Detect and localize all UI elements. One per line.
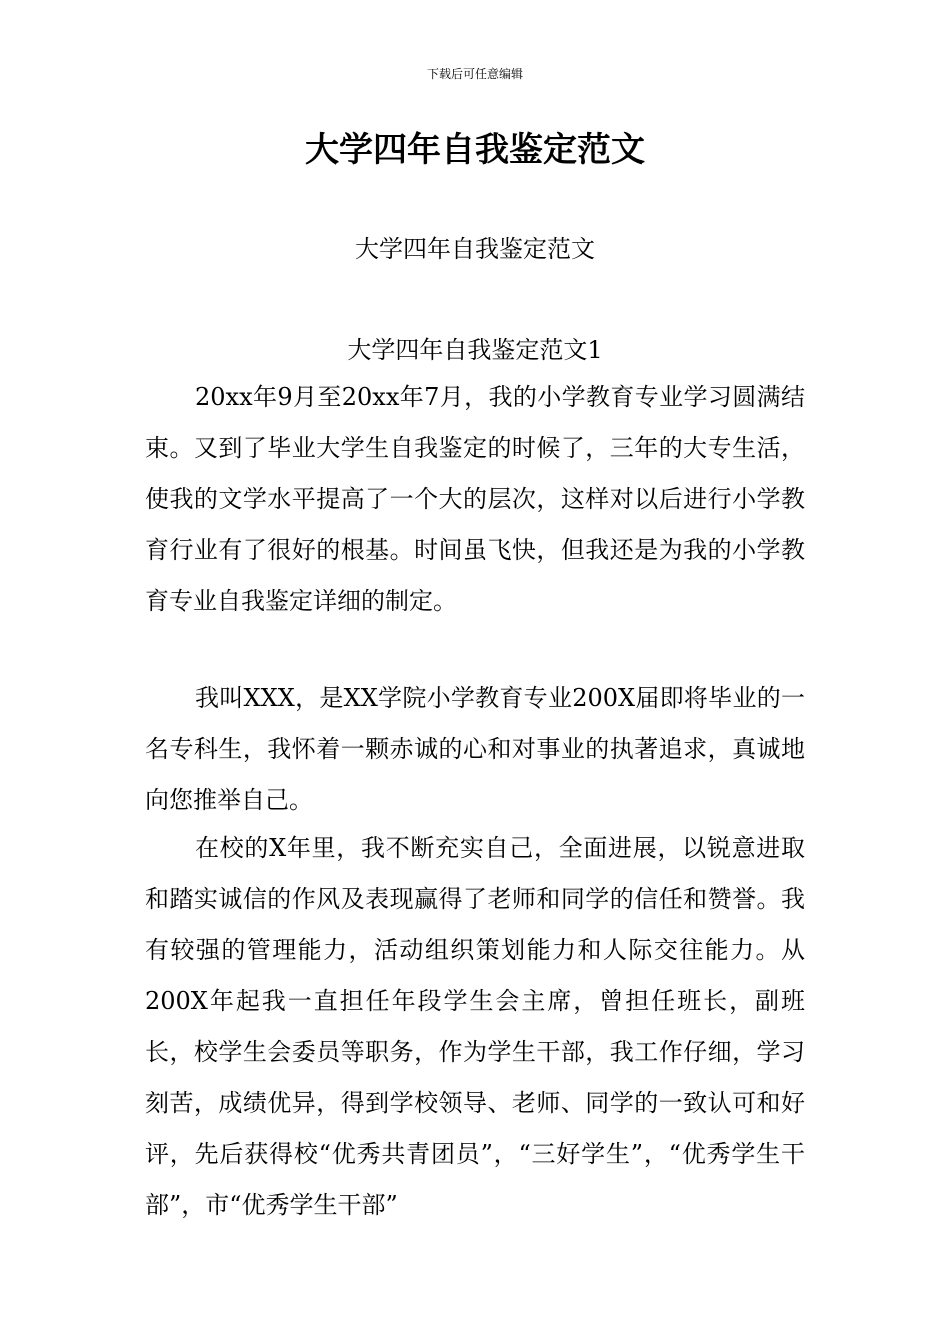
paragraph-1: 20xx年9月至20xx年7月，我的小学教育专业学习圆满结束。又到了毕业大学生自我鉴定的时候了，三年的大专生活，使我的文学水平提高了一个大的层次，这样对以后进行小学教育行业有了很好的根基。时间虽飞快，但我还是为我的小学教育专业自我鉴定详细的制定。 xyxy=(145,383,805,615)
paragraph-3: 在校的X年里，我不断充实自己，全面进展，以锐意进取和踏实诚信的作风及表现赢得了老师和同学的信任和赞誉。我有较强的管理能力，活动组织策划能力和人际交往能力。从200X年起我一直担任年段学生会主席，曾担任班长，副班长，校学生会委员等职务，作为学生干部，我工作仔细，学习刻苦，成绩优异，得到学校领导、老师、同学的一致认可和好评，先后获得校“优秀共青团员”，“三好学生”，“优秀学生干部”，市“优秀学生干部” xyxy=(145,834,805,1219)
document-title: 大学四年自我鉴定范文 xyxy=(305,130,645,170)
document-subtitle: 大学四年自我鉴定范文 xyxy=(355,235,595,263)
header-note: 下载后可任意编辑 xyxy=(426,67,523,81)
section-title: 大学四年自我鉴定范文1 xyxy=(347,336,603,364)
paragraph-2: 我叫XXX，是XX学院小学教育专业200X届即将毕业的一名专科生，我怀着一颗赤诚的心和对事业的执著追求，真诚地向您推举自己。 xyxy=(145,684,805,814)
